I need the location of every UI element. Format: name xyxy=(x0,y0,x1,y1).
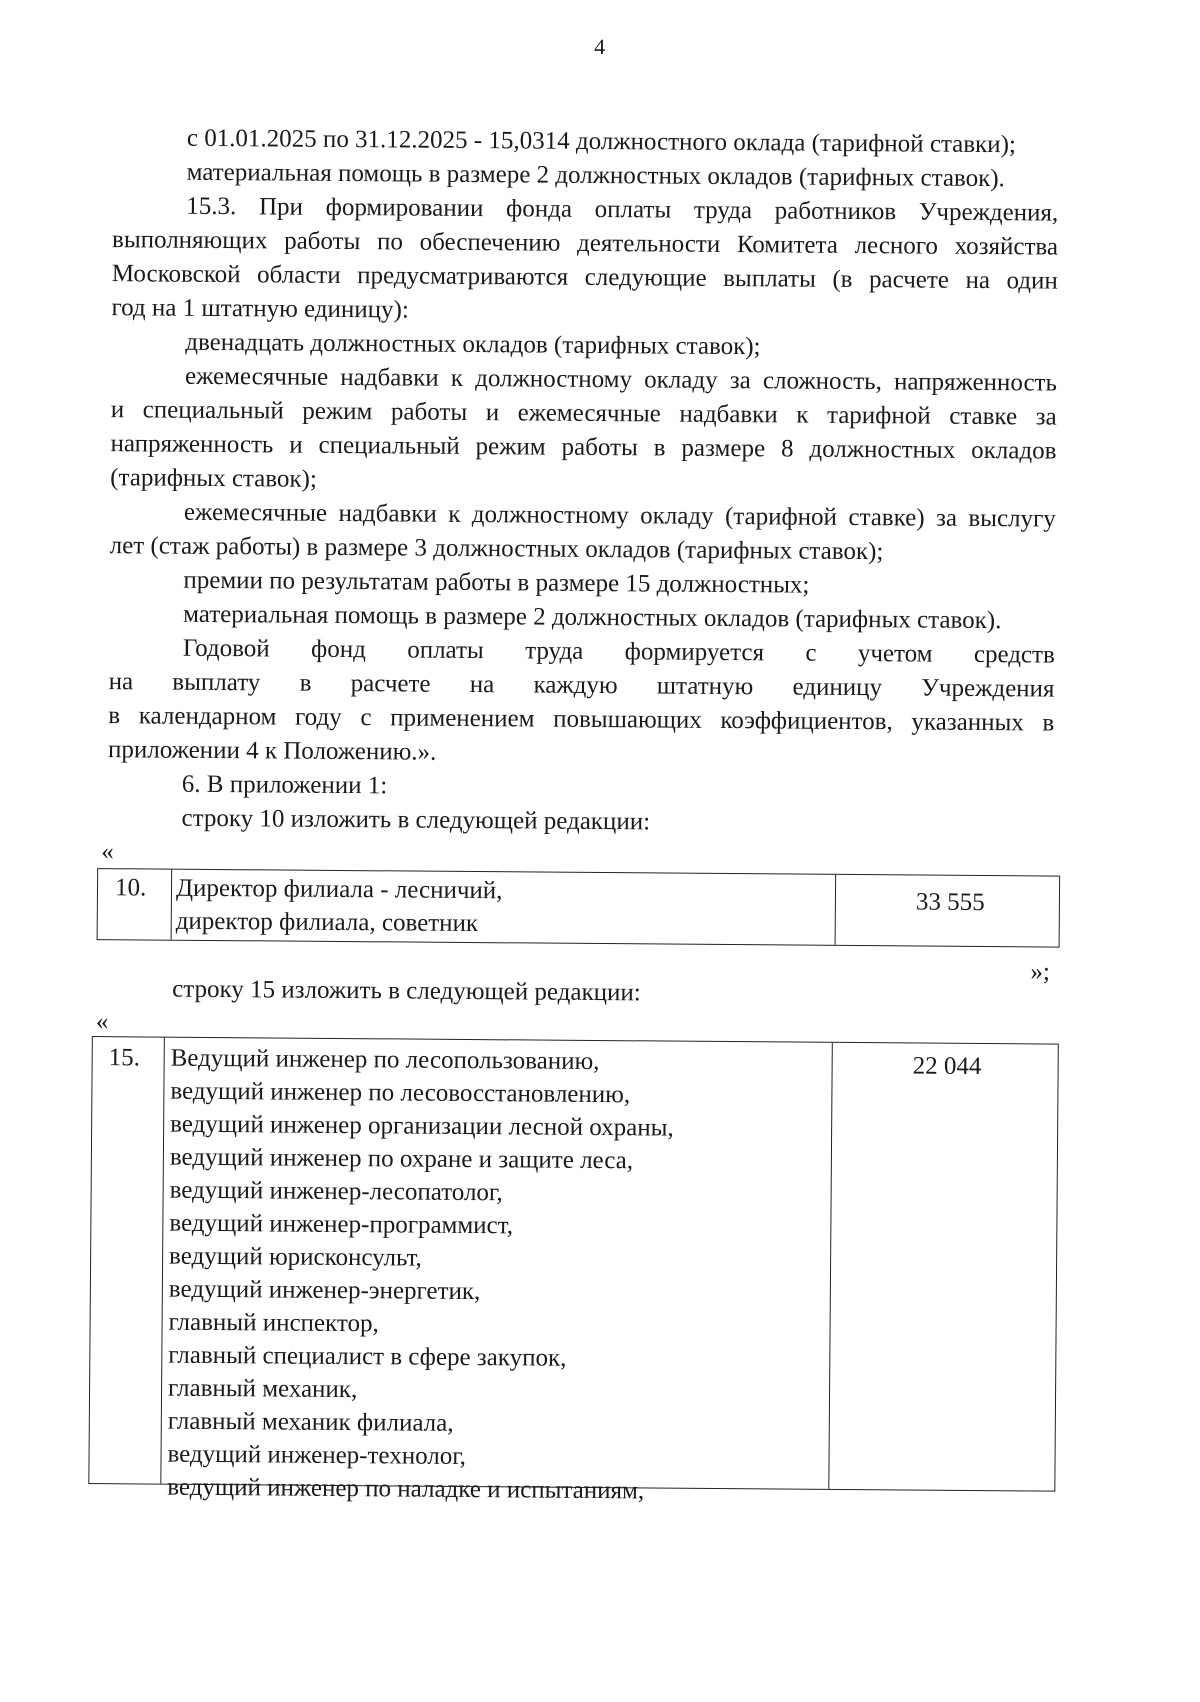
table-row-10 xyxy=(97,868,1061,948)
position-name: главный инспектор, xyxy=(168,1308,379,1338)
table-cell-value xyxy=(836,875,1060,947)
position-name: ведущий инженер организации лесной охраны, xyxy=(170,1110,674,1142)
page-number: 4 xyxy=(594,33,606,60)
text-line: материальная помощь в размере 2 должностных окладов (тарифных ставок). xyxy=(186,158,1005,193)
position-name: ведущий инженер-энергетик, xyxy=(168,1275,481,1306)
text-line: приложении 4 к Положению.». xyxy=(107,736,437,766)
text-line: двенадцать должностных окладов (тарифных ставок); xyxy=(185,328,761,361)
text-line: строку 10 изложить в следующей редакции: xyxy=(181,804,651,836)
open-quote: « xyxy=(95,1008,109,1036)
position-name: ведущий инженер-лесопатолог, xyxy=(169,1176,503,1207)
text-line: ежемесячные надбавки к должностному окладу за сложность, напряженность xyxy=(184,362,1058,397)
text-line: и специальный режим работы и ежемесячные надбавки к тарифной ставке за xyxy=(110,396,1057,431)
text-line: с 01.01.2025 по 31.12.2025 - 15,0314 должностного оклада (тарифной ставки); xyxy=(186,124,1017,159)
text-line: материальная помощь в размере 2 должностных окладов (тарифных ставок). xyxy=(183,600,1002,635)
row-number: 10. xyxy=(114,874,147,902)
text-line: (тарифных ставок); xyxy=(110,464,317,493)
position-names xyxy=(176,872,503,941)
text-line: ежемесячные надбавки к должностному окладу (тарифной ставке) за выслугу xyxy=(183,498,1056,533)
position-name: ведущий инженер-технолог, xyxy=(167,1440,467,1470)
close-quote: »; xyxy=(1030,958,1050,986)
open-quote: « xyxy=(101,838,114,866)
position-name: ведущий инженер по лесовосстановлению, xyxy=(170,1077,631,1109)
position-names xyxy=(167,1042,674,1508)
position-name: главный специалист в сфере закупок, xyxy=(168,1341,567,1372)
text-line: Московской области предусматриваются следующие выплаты (в расчете на один xyxy=(111,260,1058,295)
text-line: выполняющих работы по обеспечению деятельности Комитета лесного хозяйства xyxy=(111,226,1059,261)
position-name: Директор филиала - лесничий, xyxy=(175,874,503,905)
text-line: премии по результатам работы в размере 15 должностных; xyxy=(183,566,810,599)
text-line: год на 1 штатную единицу): xyxy=(111,294,409,324)
row-number: 15. xyxy=(108,1044,141,1072)
text-line: Годовой фонд оплаты труда формируется с учетом средств xyxy=(182,634,1055,669)
salary-value: 33 555 xyxy=(915,888,985,917)
text-line: строку 15 изложить в следующей редакции: xyxy=(172,975,641,1007)
position-name: Ведущий инженер по лесопользованию, xyxy=(170,1044,600,1076)
text-line: на выплату в расчете на каждую штатную единицу Учреждения xyxy=(108,668,1055,703)
position-name: главный механик филиала, xyxy=(167,1407,454,1437)
position-name: ведущий юрисконсульт, xyxy=(169,1242,422,1272)
table-cell-names xyxy=(172,870,837,945)
position-name: ведущий инженер-программист, xyxy=(169,1209,514,1240)
position-name: главный механик, xyxy=(167,1374,358,1404)
text-line: в календарном году с применением повышающих коэффициентов, указанных в xyxy=(108,702,1055,737)
salary-value: 22 044 xyxy=(912,1052,982,1081)
table-row-15 xyxy=(88,1036,1058,1505)
table-cell-names xyxy=(161,1038,832,1505)
table-cell-number xyxy=(89,1037,165,1484)
position-name: директор филиала, советник xyxy=(175,907,479,938)
table-cell-number xyxy=(98,869,173,940)
text-line: напряженность и специальный режим работы в размере 8 должностных окладов xyxy=(110,430,1057,465)
table-cell-value xyxy=(829,1043,1057,1491)
text-line: 6. В приложении 1: xyxy=(181,770,388,800)
position-name: ведущий инженер по наладке и испытаниям, xyxy=(167,1473,645,1505)
text-line: лет (стаж работы) в размере 3 должностных окладов (тарифных ставок); xyxy=(109,532,884,566)
position-name: ведущий инженер по охране и защите леса, xyxy=(169,1143,634,1175)
text-line: 15.3. При формировании фонда оплаты труда работников Учреждения, xyxy=(186,192,1059,227)
